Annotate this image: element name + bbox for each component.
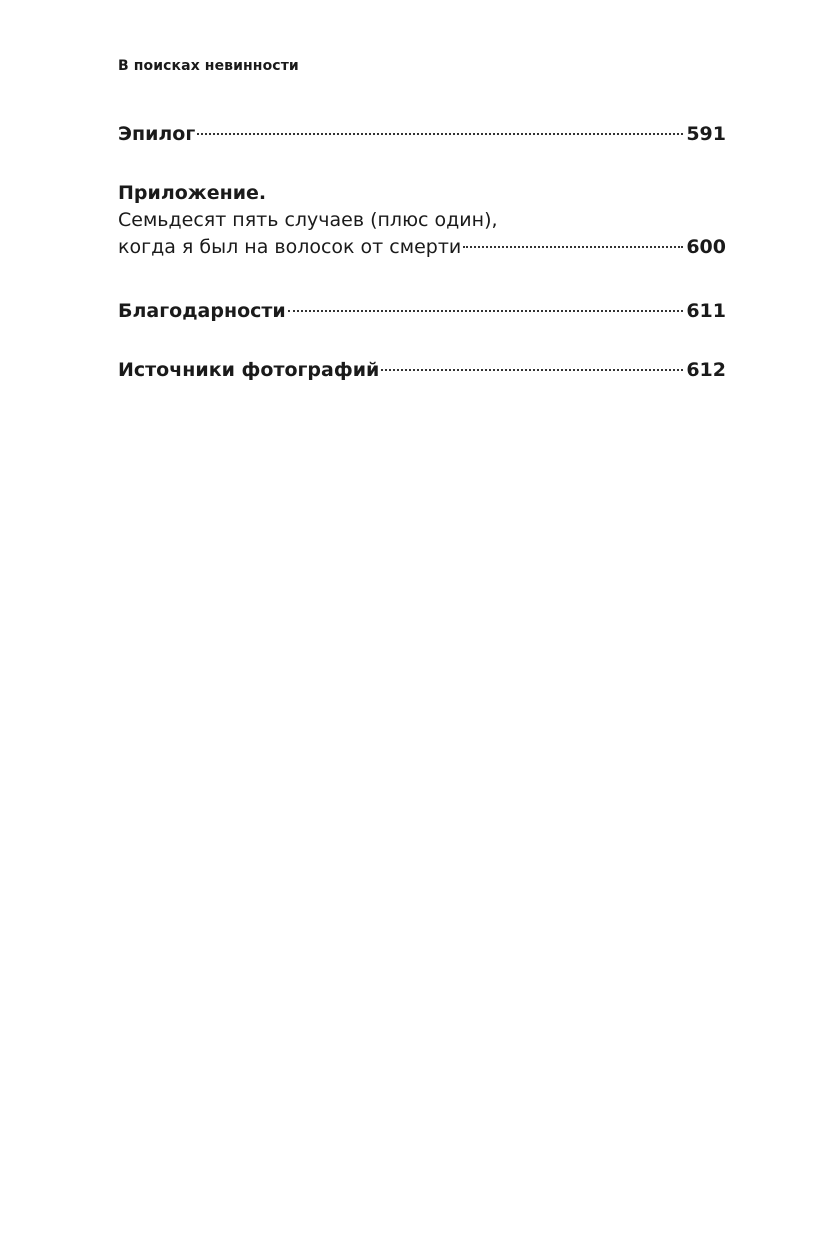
toc-entry-title: Благодарности <box>118 300 286 322</box>
toc-entry-appendix <box>118 180 726 261</box>
dot-leader <box>463 246 683 248</box>
toc-entry-page-number: 600 <box>686 236 726 258</box>
dot-leader <box>381 369 683 371</box>
toc-entry-subtitle-line-1: Семьдесят пять случаев (плюс один), <box>118 209 498 231</box>
toc-entry-heading: Приложение. <box>118 182 267 204</box>
toc-entry-title: Источники фотографий <box>118 359 380 381</box>
toc-entry-page-number: 591 <box>686 123 726 145</box>
toc-entry-epilogue <box>118 121 726 148</box>
toc-entry-acknowledgements <box>118 298 726 325</box>
toc-entry-page-number: 611 <box>686 300 726 322</box>
toc-entry-subtitle-line-2: когда я был на волосок от смерти <box>118 236 462 258</box>
running-head: В поисках невинности <box>118 58 299 74</box>
dot-leader <box>197 133 683 135</box>
toc-entry-page-number: 612 <box>686 359 726 381</box>
toc-entry-photo-credits <box>118 357 726 384</box>
toc-entry-title: Эпилог <box>118 123 196 145</box>
dot-leader <box>288 310 684 312</box>
